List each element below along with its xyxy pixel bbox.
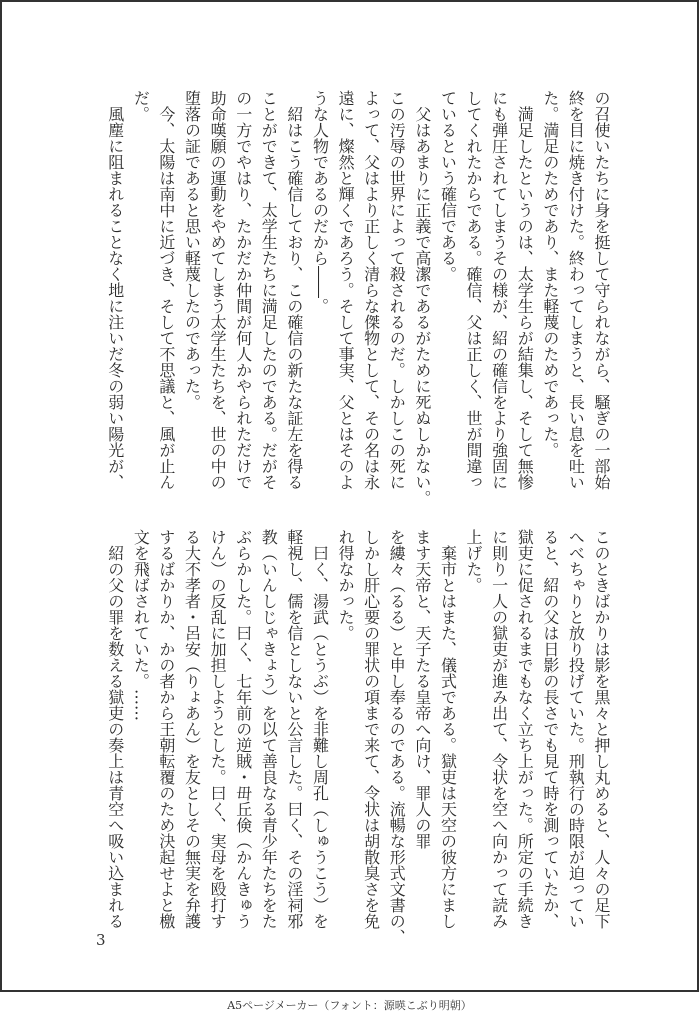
- text-column: る大不孝者・呂安（りょあん）を友としその無実を弁護: [182, 529, 202, 929]
- text-column: だ。: [131, 90, 151, 122]
- text-column: ことができて、太学生たちに満足したのである。だがそ: [259, 90, 279, 490]
- text-column: 紹はこう確信しており、この確信の新たな証左を得る: [284, 90, 304, 490]
- text-column: このときばかりは影を黒々と押し丸めると、人々の足下: [592, 529, 611, 929]
- text-column: た。満足のためであり、また軽蔑のためであった。: [540, 90, 560, 458]
- text-column: よって、父はより正しく清らな傑物として、その名は永: [361, 90, 381, 490]
- text-column: 曰く、湯武（とうぶ）を非難し周孔（しゅうこう）を: [310, 529, 330, 929]
- text-block-bottom: [102, 529, 614, 945]
- text-column: 棄市とはまた、儀式である。獄吏は天空の彼方にまし: [438, 529, 458, 929]
- text-column: 終を目に焼き付けた。終わってしまうと、長い息を吐い: [566, 90, 586, 490]
- text-column: 満足したというのは、太学生らが結集し、そして無惨: [515, 90, 535, 490]
- text-column: の召使いたちに身を挺して守られながら、騒ぎの一部始: [592, 90, 611, 490]
- page-number: 3: [96, 931, 106, 949]
- text-column: ます天帝と、天子たる皇帝へ向け、罪人の罪: [412, 529, 432, 849]
- text-column: れ得なかった。: [336, 529, 356, 641]
- text-block-top: [102, 90, 614, 506]
- text-column: 獄吏に促されるまでもなく立ち上がった。所定の手続き: [515, 529, 535, 929]
- text-column: うな人物であるのだから――。: [310, 90, 330, 314]
- text-column: 助命嘆願の運動をやめてしまう太学生たちを、世の中の: [208, 90, 228, 490]
- text-column: 軽視し、儒を信としないと公言した。曰く、その淫祠邪: [284, 529, 304, 929]
- text-column: ているという確信である。: [438, 90, 458, 282]
- text-column: けん）の反乱に加担しようとした。曰く、実母を殴打す: [208, 529, 228, 929]
- text-column: 今、太陽は南中に近づき、そして不思議と、風が止ん: [156, 90, 176, 490]
- text-column: するばかりか、かの者から王朝転覆のため決起せよと檄: [156, 529, 176, 929]
- text-column: を縷々（るる）と申し奉るのである。流暢な形式文書の、: [387, 529, 407, 945]
- text-column: へべちゃりと放り投げていた。刑執行の時限が迫ってい: [566, 529, 586, 929]
- text-column: 文を飛ばされていた。……: [131, 529, 151, 721]
- text-column: 堕落の証であると思い軽蔑したのであった。: [182, 90, 202, 410]
- text-column: ると、紹の父は日影の長さでも見て時を測っていたか、: [540, 529, 560, 929]
- text-column: しかし肝心要の罪状の項まで来て、令状は胡散臭さを免: [361, 529, 381, 929]
- text-column: 風塵に阻まれることなく地に注いだ冬の弱い陽光が、: [105, 90, 125, 490]
- text-column: してくれたからである。確信、父は正しく、世が間違っ: [464, 90, 484, 490]
- text-column: 上げた。: [464, 529, 484, 593]
- text-column: この汚辱の世界によって殺されるのだ。しかしこの死に: [387, 90, 407, 490]
- text-column: 遠に、燦然と輝くであろう。そして事実、父とはそのよ: [336, 90, 356, 490]
- footer-caption: A5ページメーカー（フォント：源暎こぶり明朝）: [227, 999, 472, 1012]
- text-column: にも弾圧されてしまうその様が、紹の確信をより強固に: [489, 90, 509, 490]
- text-column: 紹の父の罪を数える獄吏の奏上は青空へ吸い込まれる: [105, 529, 125, 929]
- text-column: 父はあまりに正義で高潔であるがために死ぬしかない。: [412, 90, 432, 506]
- text-column: ぶらかした。曰く、七年前の逆賊・毌丘倹（かんきゅう: [233, 529, 253, 929]
- text-column: の一方でやはり、たかだか仲間が何人かやられただけで: [233, 90, 253, 490]
- text-column: に則り一人の獄吏が進み出て、令状を空へ向かって読み: [489, 529, 509, 929]
- text-column: 教（いんしじゃきょう）を以て善良なる青少年たちをた: [259, 529, 279, 929]
